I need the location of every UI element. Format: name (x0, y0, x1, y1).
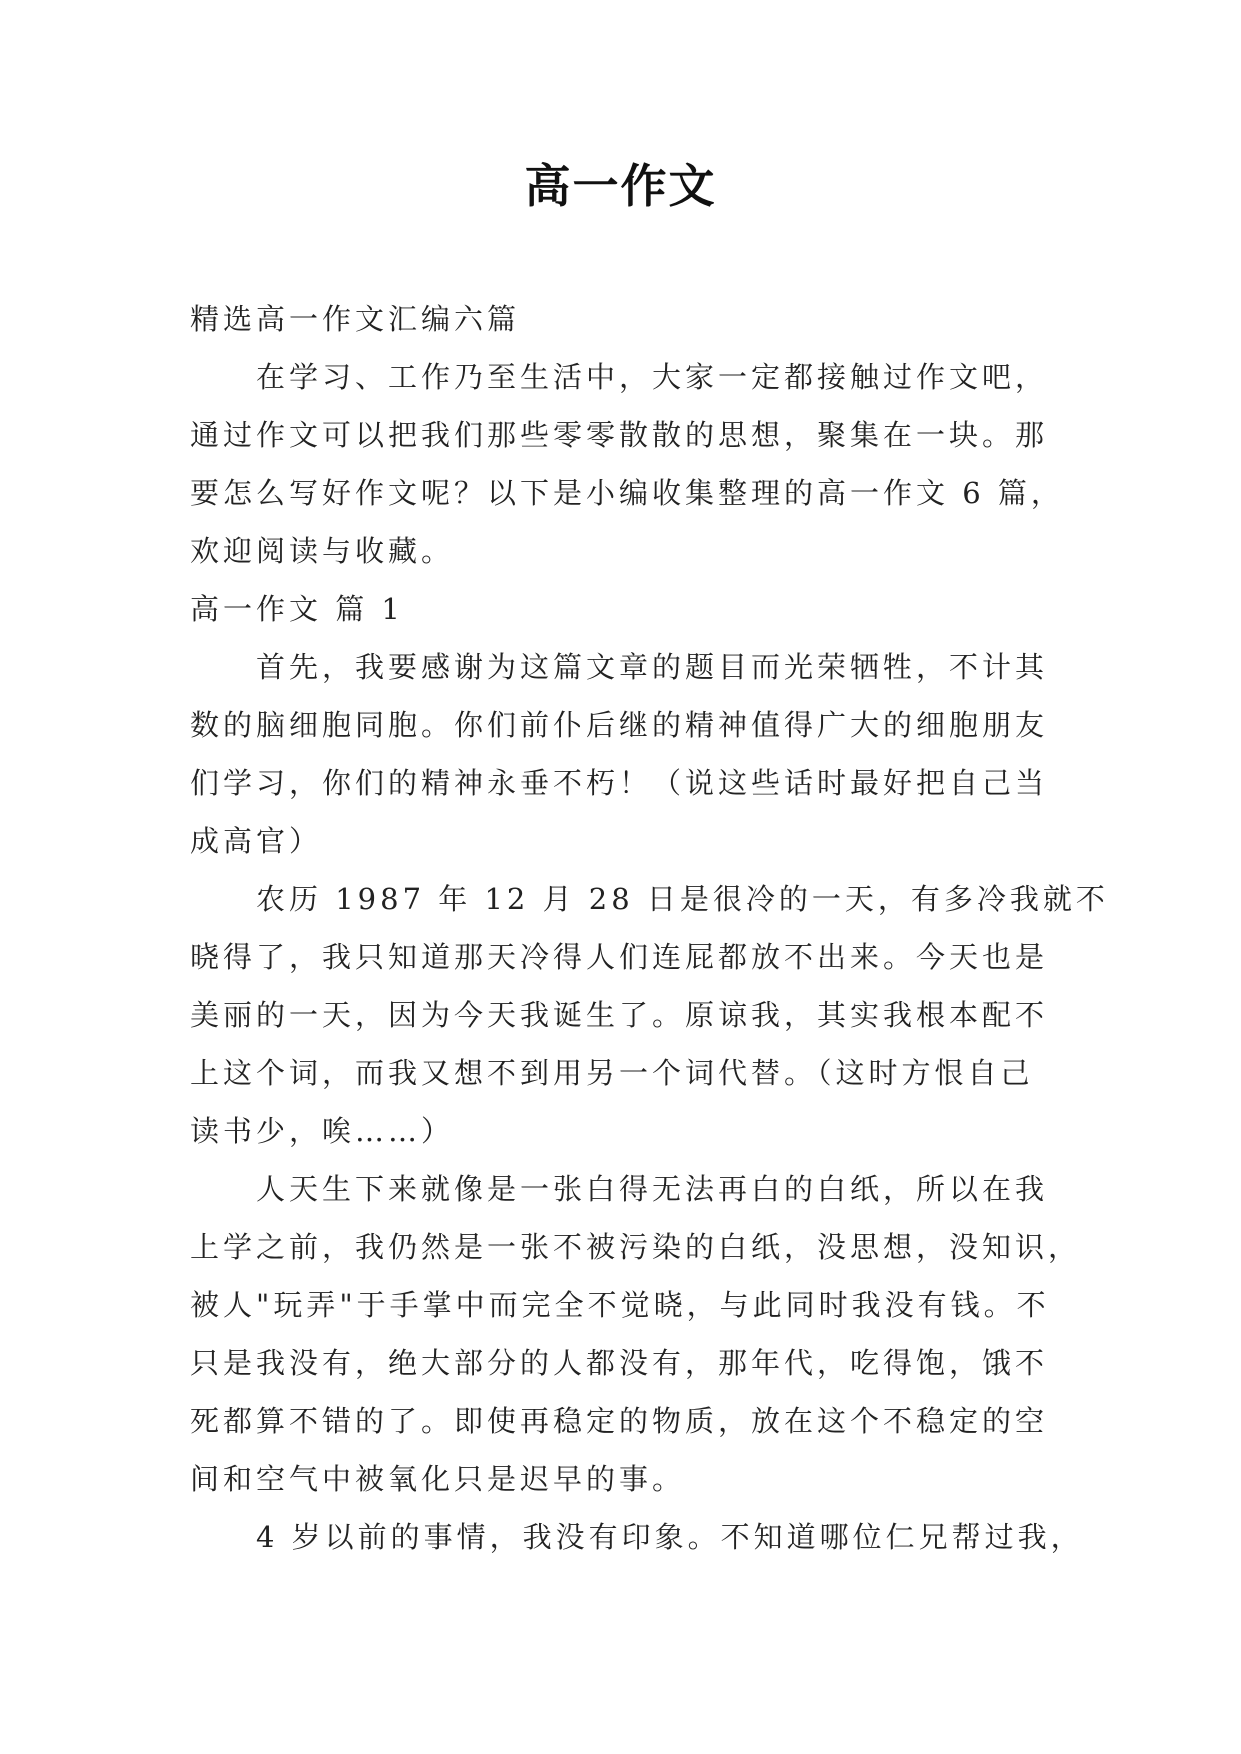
document-title: 高一作文 (524, 159, 717, 213)
body-line: 上学之前，我仍然是一张不被污染的白纸，没思想，没知识， (190, 1230, 1082, 1264)
body-line: 被人"玩弄"于手掌中而完全不觉晓，与此同时我没有钱。不 (190, 1288, 1050, 1322)
body-line: 间和空气中被氧化只是迟早的事。 (190, 1462, 686, 1496)
body-line: 们学习，你们的精神永垂不朽！（说这些话时最好把自己当 (190, 766, 1049, 800)
body-line: 读书少，唉……） (190, 1114, 455, 1148)
body-line: 数的脑细胞同胞。你们前仆后继的精神值得广大的细胞朋友 (190, 708, 1049, 742)
document-body (190, 290, 1109, 1566)
body-line: 美丽的一天，因为今天我诞生了。原谅我，其实我根本配不 (190, 998, 1049, 1032)
body-line: 要怎么写好作文呢？以下是小编收集整理的高一作文 6 篇， (190, 476, 1064, 510)
body-line: 通过作文可以把我们那些零零散散的思想，聚集在一块。那 (190, 418, 1049, 452)
body-line: 死都算不错的了。即使再稳定的物质，放在这个不稳定的空 (190, 1404, 1049, 1438)
body-line: 在学习、工作乃至生活中，大家一定都接触过作文吧， (256, 360, 1049, 394)
body-line: 农历 1987 年 12 月 28 日是很冷的一天，有多冷我就不 (256, 882, 1109, 916)
body-line: 上这个词，而我又想不到用另一个词代替。（这时方恨自己 (190, 1056, 1034, 1090)
section-heading: 高一作文 篇 1 (190, 592, 404, 626)
body-line: 成高官） (190, 824, 323, 858)
body-line: 精选高一作文汇编六篇 (190, 302, 521, 336)
body-line: 只是我没有，绝大部分的人都没有，那年代，吃得饱，饿不 (190, 1346, 1049, 1380)
body-line: 欢迎阅读与收藏。 (190, 534, 455, 568)
body-line: 人天生下来就像是一张白得无法再白的白纸，所以在我 (256, 1172, 1049, 1206)
body-line: 首先，我要感谢为这篇文章的题目而光荣牺牲，不计其 (256, 650, 1049, 684)
body-line: 4 岁以前的事情，我没有印象。不知道哪位仁兄帮过我， (256, 1520, 1084, 1554)
body-line: 晓得了，我只知道那天冷得人们连屁都放不出来。今天也是 (190, 940, 1049, 974)
